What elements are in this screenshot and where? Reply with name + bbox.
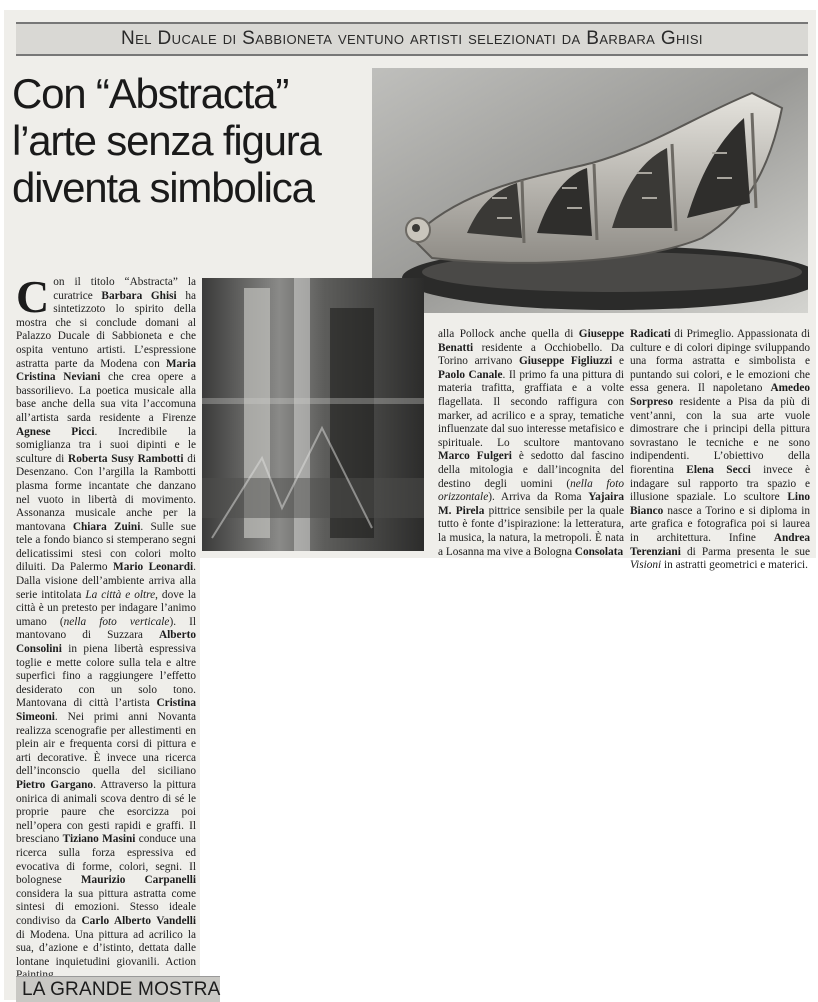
column-1-text: on il titolo “Abstracta” la curatrice Barbara Ghisi ha sintetizzoto lo spirito della mostra che si conclude domani al Palazzo Ducale di Sabbioneta e che ospita ventuno artisti. L’espressione astratta parte da Modena con Maria Cristina Neviani che crea opere a bassorilievo. La poetica musicale alla base anche della sua vita l’accomuna all’artista sarda residente a Firenze Agnese Picci. Incredibile la somiglianza tra i suoi dipinti e le sculture di Roberta Susy Rambotti di Desenzano. Con l’argilla la Rambotti plasma forme incantate che danzano nel vuoto in libertà di movimento. Assonanza musicale anche per la mantovana Chiara Zuini. Sulle sue tele a fondo bianco si stemperano segni delicatissimi stesi con colori molto diluiti. Da Palermo Mario Leonardi. Dalla visione dell’ambiente arriva alla serie intitolata La città e oltre, dove la città è un pretesto per indagare l’animo umano (nella foto verticale). Il mantovano di Suzzara Alberto Consolini in piena libertà espressiva toglie e mette colore sulla tela e altre superfici fino a raggiungere l’effetto desiderato con un solo tono. Mantovana di città l’artista Cristina Simeoni. Nei primi anni Novanta realizza scenografie per allestimenti en plein air e frequenta corsi di pittura e arti decorative. È invece una ricerca dell’inconscio quella del siciliano Pietro Gargano. Attraverso la pittura onirica di animali scova dentro di sé le proprie paure che esorcizza poi nell’opera con gesti rapidi e graffi. Il bresciano Tiziano Masini conduce una ricerca sulla forza espressiva ed evocativa di forme, colori, segni. Il bolognese Maurizio Carpanelli considera la sua pittura astratta come sintesi di emozioni. Stesso ideale condiviso da Carlo Alberto Vandelli di Modena. Una pittura ad acrilico la sua, d’azione e d’istinto, dettata dalle lontane inquietudini giovanili. Action <box>16 276 197 968</box>
kicker: Nel Ducale di Sabbioneta ventuno artisti selezionati da Barbara Ghisi <box>16 22 808 56</box>
headline-line-3: diventa simbolica <box>12 164 314 211</box>
headline <box>12 70 362 211</box>
dropcap: C <box>16 271 50 322</box>
column-3 <box>630 328 810 573</box>
column-3-text: Radicati di Primeglio. Appassionata di culture e di colori dipinge sviluppando una forma astratta e simbolista e puntando sui colori, e le emozioni che essa genera. Il napoletano Amedeo Sorpreso residente a Pisa da più di vent’anni, con la sua arte vuole dimostrare che i principi della pittura sovrastano le tecniche e ne sono indipendenti. L’obiettivo della fiorentina Elena Secci invece è indagare sul rapporto tra spazio e illusione spaziale. Lo scultore Lino Bianco nasce a Torino e si diploma in arte grafica e fotografica poi si laurea in architettura. Infine Andrea Terenziani di Parma presenta le sue Visioni in astratti geometrici e materici. <box>630 328 810 572</box>
column-2-text: alla Pollock anche quella di Giuseppe Benatti residente a Occhiobello. Da Torino arrivano Giuseppe Figliuzzi e Paolo Canale. Il primo fa una pittura di materia trafitta, graffiata e a volte flagellata. Il secondo raffigura con marker, ad acrilico e a spray, tematiche influenzate dal suo interesse metafisico e spirituale. Lo scultore mantovano Marco Fulgeri è sedotto dal fascino della mitologia e dall’incognita del destino degli uomini (nella foto orizzontale). Arriva da Roma Yajaira M. Pirela pittrice sensibile per la quale tutto è fonte d’ispirazione: la letteratura, la musica, la natura, la metropoli. È nata a Losanna ma vive a Bologna Consolata <box>438 328 625 558</box>
section-footer: LA GRANDE MOSTRA <box>16 976 220 1002</box>
column-2 <box>438 328 624 559</box>
headline-line-1: Con “Abstracta” <box>12 70 289 117</box>
newspaper-clipping <box>4 10 816 1000</box>
sculpture-photo <box>372 68 808 313</box>
headline-line-2: l’arte senza figura <box>12 117 321 164</box>
column-1 <box>16 271 197 983</box>
painting-photo <box>202 278 424 551</box>
